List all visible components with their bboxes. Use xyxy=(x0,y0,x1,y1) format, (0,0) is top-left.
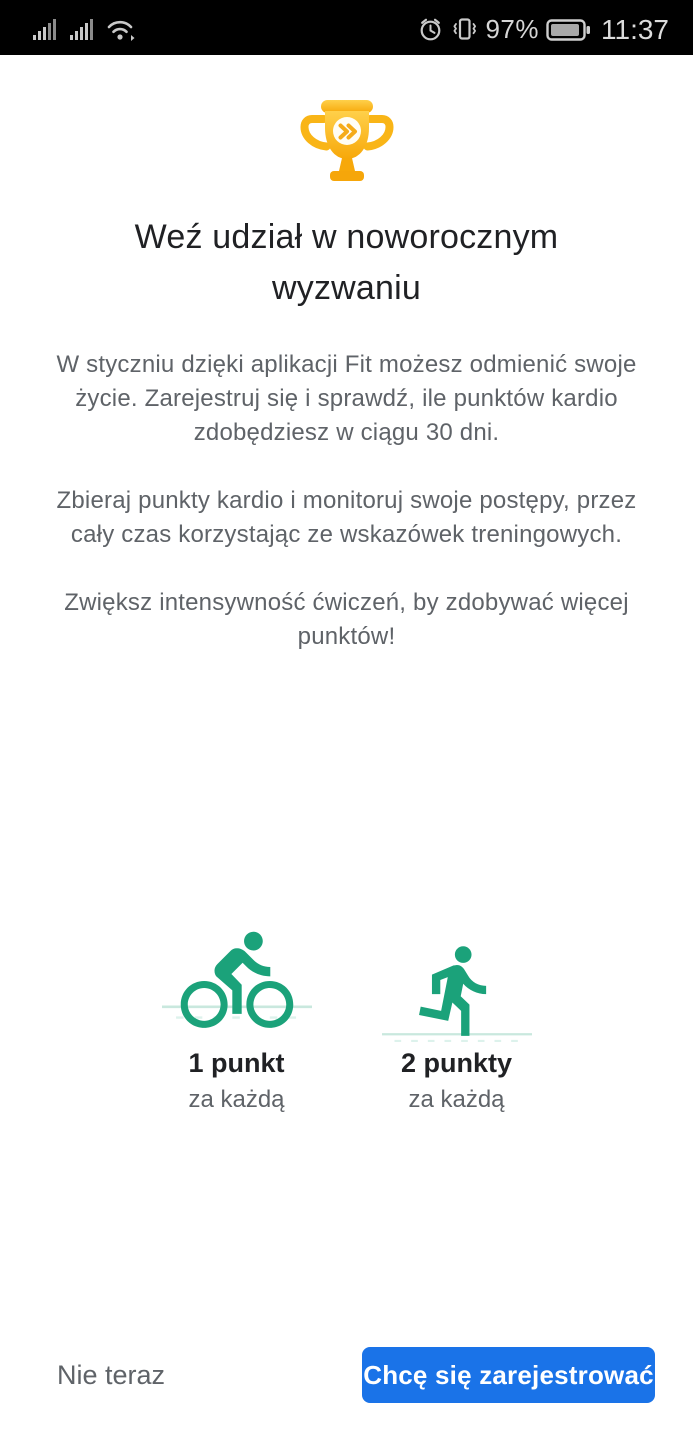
point-value-running: 2 punkty xyxy=(400,1048,513,1078)
body-copy xyxy=(42,348,651,688)
vibrate-mode-icon xyxy=(451,16,478,43)
points-row xyxy=(0,920,693,1114)
page-title: Weź udział w noworocznym wyzwaniu xyxy=(134,218,559,307)
alarm-clock-icon xyxy=(417,16,444,43)
point-value-cycling: 1 punkt xyxy=(188,1048,285,1078)
cell-signal-1-icon xyxy=(32,17,57,42)
hero xyxy=(0,94,693,186)
dismiss-button[interactable]: Nie teraz xyxy=(57,1360,166,1390)
battery-icon xyxy=(546,18,591,42)
register-button[interactable]: Chcę się zarejestrować xyxy=(362,1347,655,1403)
point-caption-cycling: za każdą xyxy=(188,1086,285,1113)
cell-signal-2-icon xyxy=(69,17,94,42)
status-bar xyxy=(0,0,693,55)
clock-time: 11:37 xyxy=(601,13,669,45)
point-card-cycling xyxy=(127,920,347,1114)
cycling-icon xyxy=(162,920,312,1042)
battery-percent: 97% xyxy=(485,14,539,44)
trophy-icon xyxy=(299,94,395,186)
status-left-group xyxy=(32,16,138,43)
running-icon xyxy=(382,934,532,1042)
wifi-icon xyxy=(106,16,138,43)
paragraph-intensity: Zwiększ intensywność ćwiczeń, by zdobywać więcej punktów! xyxy=(64,589,629,650)
paragraph-intro: W styczniu dzięki aplikacji Fit możesz odmienić swoje życie. Zarejestruj się i sprawdź, ile punktów kardio zdobędziesz w ciągu 30 dni. xyxy=(56,351,637,446)
point-caption-running: za każdą xyxy=(408,1086,505,1113)
status-right-group xyxy=(417,14,669,46)
paragraph-progress: Zbieraj punkty kardio i monitoruj swoje postępy, przez cały czas korzystając ze wskazówek treningowych. xyxy=(56,487,637,548)
point-card-running xyxy=(347,920,567,1114)
